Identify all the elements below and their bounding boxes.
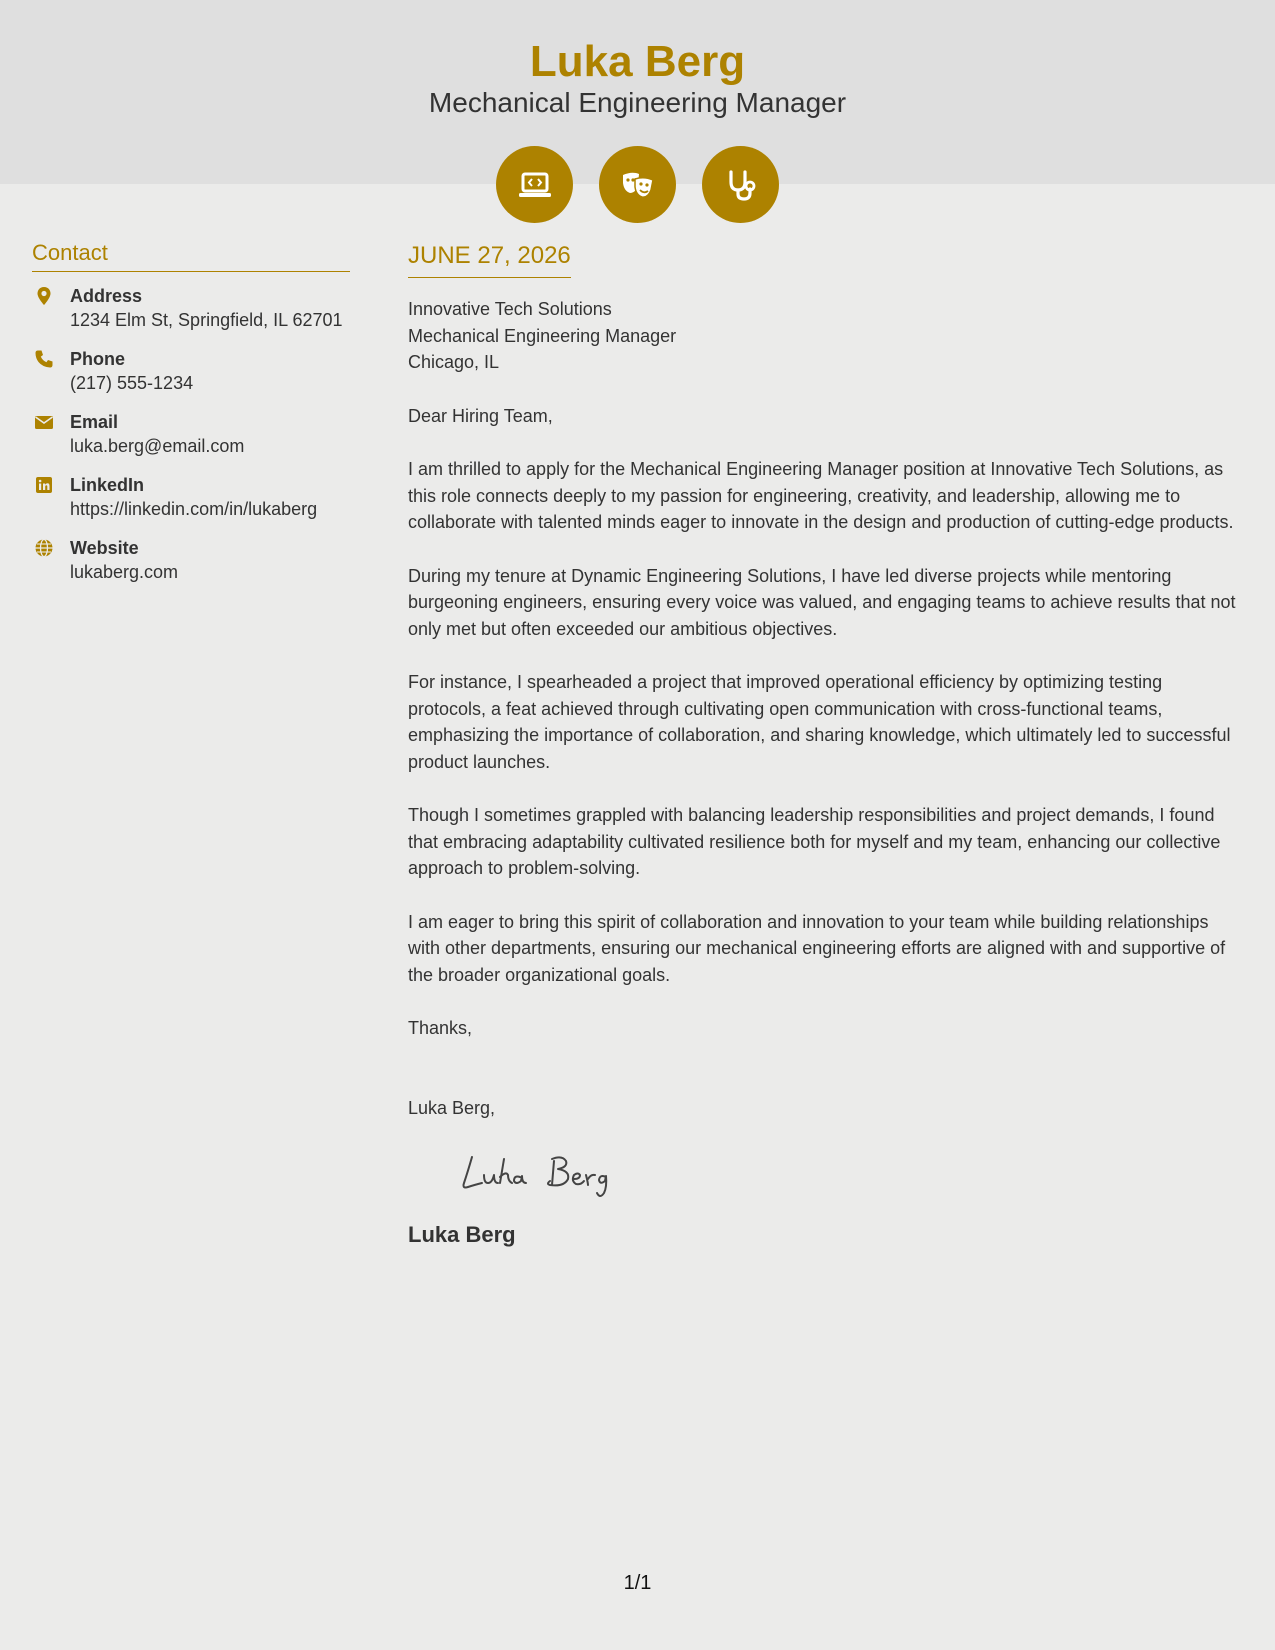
greeting: Dear Hiring Team, xyxy=(408,405,553,426)
printed-name: Luka Berg xyxy=(408,1222,516,1247)
stethoscope-icon xyxy=(702,146,779,223)
contact-label: Email xyxy=(70,412,119,432)
applicant-name: Luka Berg xyxy=(529,37,746,86)
recipient-position: Mechanical Engineering Manager xyxy=(408,325,677,346)
contact-heading: Contact xyxy=(32,238,350,272)
contact-item-address xyxy=(32,284,350,347)
location-pin-icon xyxy=(34,286,54,306)
contact-label: LinkedIn xyxy=(70,475,145,495)
contact-label: Address xyxy=(70,286,143,306)
contact-label: Phone xyxy=(70,349,126,369)
signature-image xyxy=(454,1141,634,1201)
header-icons xyxy=(0,146,1275,222)
theater-masks-icon xyxy=(599,146,676,223)
contact-value: (217) 555-1234 xyxy=(70,373,194,393)
body-paragraph: I am eager to bring this spirit of collaboration and innovation to your team while building relationships with other departments, ensuring our mechanical engineering efforts are aligned with and supportive of the broader organizational goals. xyxy=(408,911,1226,985)
body-paragraph: Though I sometimes grappled with balancing leadership responsibilities and project demands, I found that embracing adaptability cultivated resilience both for myself and my team, enhancing our collective approach to problem-solving. xyxy=(408,805,1221,878)
body-paragraph: During my tenure at Dynamic Engineering Solutions, I have led diverse projects while mentoring burgeoning engineers, ensuring every voice was valued, and engaging teams to achieve results that not only met but often exceeded our ambitious objectives. xyxy=(408,565,1236,639)
contact-label: Website xyxy=(70,538,139,558)
envelope-icon xyxy=(34,412,54,432)
recipient-location: Chicago, IL xyxy=(408,352,500,372)
contact-item-linkedin xyxy=(32,473,350,536)
recipient-company: Innovative Tech Solutions xyxy=(408,299,612,319)
contact-item-email xyxy=(32,410,350,473)
contact-value[interactable]: lukaberg.com xyxy=(70,562,179,582)
letter-date: JUNE 27, 2026 xyxy=(408,240,571,278)
recipient-block xyxy=(408,296,1243,376)
laptop-code-icon xyxy=(496,146,573,223)
letter-body xyxy=(408,240,1243,1250)
body-paragraph: For instance, I spearheaded a project that improved operational efficiency by optimizing testing protocols, a feat achieved through cultivating open communication with cross-functional teams, emphasizing the importance of collaboration, and sharing knowledge, which ultimately led to successful product launches. xyxy=(408,672,1231,772)
contact-value[interactable]: https://linkedin.com/in/lukaberg xyxy=(70,499,318,519)
closing-name: Luka Berg, xyxy=(408,1097,496,1118)
contact-sidebar xyxy=(32,238,350,599)
closing: Thanks, xyxy=(408,1018,473,1038)
contact-value: 1234 Elm St, Springfield, IL 62701 xyxy=(70,310,343,330)
page-number: 1/1 xyxy=(623,1572,652,1594)
globe-icon xyxy=(34,538,54,558)
contact-list xyxy=(32,284,350,599)
phone-icon xyxy=(34,349,54,369)
contact-item-phone xyxy=(32,347,350,410)
linkedin-icon xyxy=(34,475,54,495)
applicant-title: Mechanical Engineering Manager xyxy=(428,87,847,118)
contact-item-website xyxy=(32,536,350,599)
body-paragraph: I am thrilled to apply for the Mechanical Engineering Manager position at Innovative Tech Solutions, as this role connects deeply to my passion for engineering, creativity, and leadership, allowing me to collaborate with talented minds eager to innovate in the design and production of cutting-edge products. xyxy=(408,459,1234,532)
contact-value[interactable]: luka.berg@email.com xyxy=(70,436,245,456)
